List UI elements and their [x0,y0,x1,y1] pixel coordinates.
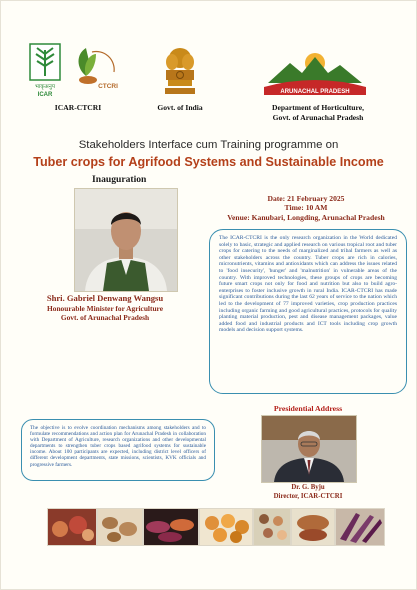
org-label-govt-india: Govt. of India [157,103,203,112]
arunachal-pradesh-logo [262,43,368,97]
director-role: Director, ICAR-CTCRI [273,493,343,500]
presidential-heading: Presidential Address [273,404,343,413]
inauguration-heading: Inauguration [92,174,147,185]
org-label-horticulture [258,103,378,123]
minister-photo [74,188,178,292]
crop-photo-1 [47,508,97,546]
crop-photo-3 [143,508,199,546]
event-time: Time: 10 AM [284,203,328,213]
svg-text:CTCRI: CTCRI [98,83,118,90]
about-ctcri-box: The ICAR-CTCRI is the only research organization in the World dedicated solely to basic, strategic and applied research on various tropical root and tuber crops for catering to the needs of marginalized and tribal farmers as well as other stakeholders across the country. Tuber crops are rich in calories, micronutrients, vitamins and antioxidants which can address the issues related to 'food insecurity', 'hunger' and 'malnutrition' in vulnerable areas of the country. With improved technologies, these groups of crops are becoming future smart crops not only for food and nutrition but also to build agro-enterprises to foster inclusive growth in rural India. ICAR-CTCRI has made significant contributions during the last 62 years of service to the nation which led to the development of 77 improved varieties, crop production practices including organic farming and good agricultural practices, protocols for quality planting material production, pest and disease management packages, value added food and industrial products and ICT tools including crop growth models and decision support systems. [209,229,407,394]
crop-photo-4 [199,508,253,546]
icar-ctcri-logos [28,42,124,100]
crop-photo-5 [253,508,291,546]
director-name: Dr. G. Byju [291,484,325,491]
programme-subtitle: Tuber crops for Agrifood Systems and Sustainable Income [33,155,384,169]
ctcri-logo-icon [79,48,115,84]
icar-logo-icon [30,44,60,80]
svg-text:भाकृअनुप: भाकृअनुप [35,84,55,90]
minister-name: Shri. Gabriel Denwang Wangsu [46,293,164,303]
event-details [206,194,406,222]
minister-role-line2: Govt. of Arunachal Pradesh [60,313,150,322]
minister-role [20,304,190,322]
org-label-line2: Govt. of Arunachal Pradesh [272,113,364,122]
svg-text:ARUNACHAL PRADESH: ARUNACHAL PRADESH [280,89,350,95]
programme-title: Stakeholders Interface cum Training programme on [78,139,339,151]
svg-text:ICAR: ICAR [37,92,53,98]
national-emblem-icon [160,44,200,102]
crop-photo-6 [291,508,335,546]
crop-photo-2 [97,508,143,546]
minister-role-line1: Honourable Minister for Agriculture [47,304,163,313]
objective-box: The objective is to evolve coordination mechanisms among stakeholders and to formulate recommendations and action plan for Arunachal Pradesh in collaboration with Department of Agriculture, research organizations and other developmental departments to strengthen tuber crops based agrifood systems for sustainable income. About 100 participants are expected, including district level officers of different development departments, state missions, scientists, KVK officials and progressive farmers. [21,419,215,481]
crop-photo-7 [335,508,385,546]
event-date: Date: 21 February 2025 [267,194,345,203]
director-photo [261,415,357,483]
org-label-line1: Department of Horticulture, [271,103,364,112]
event-venue: Venue: Kanubari, Longding, Arunachal Pradesh [227,212,385,222]
org-label-icar-ctcri: ICAR-CTCRI [54,103,102,112]
